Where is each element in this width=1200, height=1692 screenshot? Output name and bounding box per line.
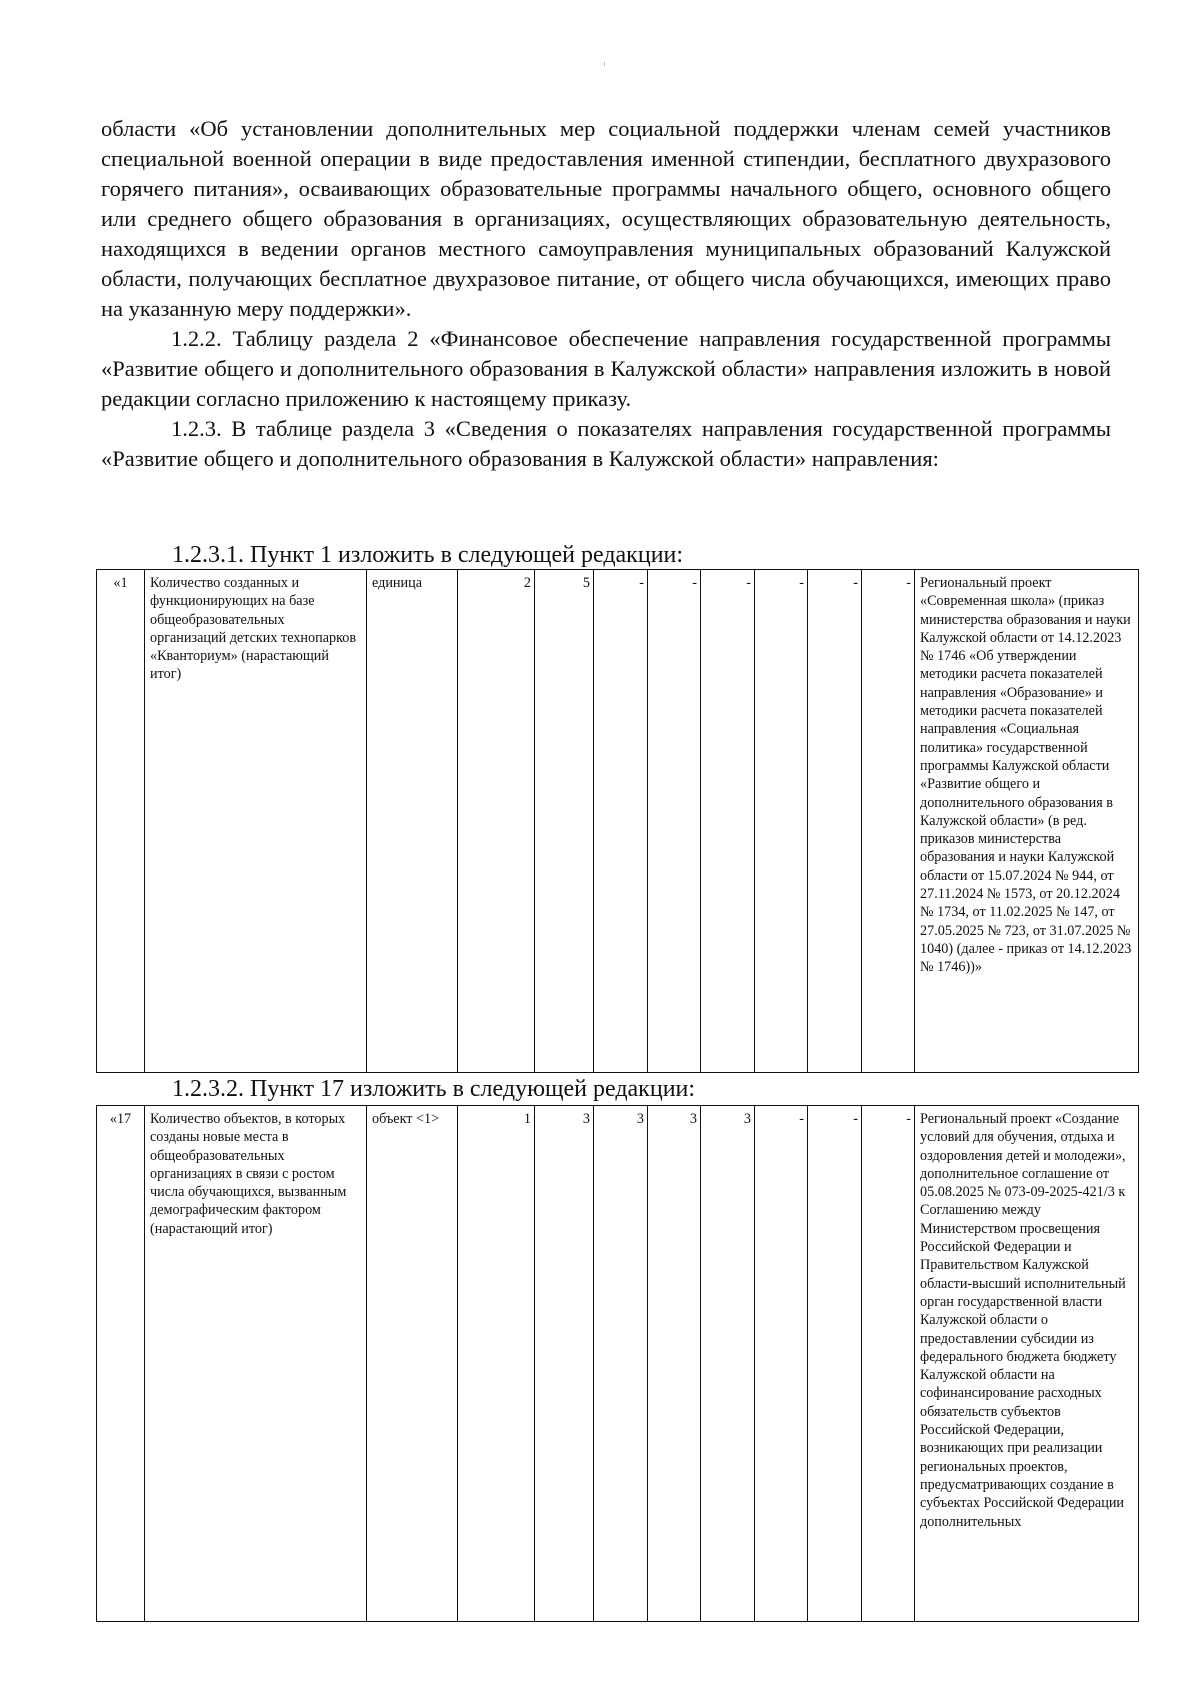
source-document: Региональный проект «Современная школа» (приказ министерства образования и науки Калужской области от 14.12.2023 № 1746 «Об утверждении методики расчета показателей направления «Образование» и методики расчета показателей направления «Социальная политика» государственной программы Калужской области «Развитие общего и дополнительного образования в Калужской области» (в ред. приказов министерства образования и науки Калужской области от 15.07.2024 № 944, от 27.11.2024 № 1573, от 20.12.2024 № 1734, от 11.02.2025 № 147, от 27.05.2025 № 723, от 31.07.2025 № 1040) (далее - приказ от 14.12.2023 № 1746))» [915,570,1139,1073]
value-cell: 2 [458,570,535,1073]
value-cell: - [755,1106,808,1622]
value-cell: - [755,570,808,1073]
indicator-table-point-17 [96,1105,1139,1622]
value-cell: 5 [535,570,594,1073]
value-cell: 1 [458,1106,535,1622]
value-cell: 3 [701,1106,755,1622]
row-index: «17 [97,1106,145,1622]
value-cell: - [862,570,915,1073]
caption-point-17: 1.2.3.2. Пункт 17 изложить в следующей редакции: [172,1076,696,1102]
paragraph-1-2-3: 1.2.3. В таблице раздела 3 «Сведения о показателях направления государственной программы «Развитие общего и дополнительного образования в Калужской области» направления: [101,416,1111,471]
paragraph-1-2-2: 1.2.2. Таблицу раздела 2 «Финансовое обеспечение направления государственной программы «Развитие общего и дополнительного образования в Калужской области» направления изложить в новой редакции согласно приложению к настоящему приказу. [101,326,1111,411]
value-cell: 3 [535,1106,594,1622]
indicator-table-point-1 [96,569,1139,1073]
value-cell: - [862,1106,915,1622]
indicator-name: Количество объектов, в которых созданы новые места в общеобразовательных организациях в связи с ростом числа обучающихся, вызванным демографическим фактором (нарастающий итог) [145,1106,367,1622]
indicator-name: Количество созданных и функционирующих на базе общеобразовательных организаций детских технопарков «Кванториум» (нарастающий итог) [145,570,367,1073]
value-cell: - [808,1106,862,1622]
caption-point-1: 1.2.3.1. Пункт 1 изложить в следующей редакции: [172,542,684,568]
page-mark [604,62,605,66]
value-cell: - [648,570,701,1073]
value-cell: - [701,570,755,1073]
row-index: «1 [97,570,145,1073]
source-document: Региональный проект «Создание условий для обучения, отдыха и оздоровления детей и молодежи», дополнительное соглашение от 05.08.2025 № 073-09-2025-421/3 к Соглашению между Министерством просвещения Российской Федерации и Правительством Калужской области-высший исполнительный орган государственной власти Калужской области о предоставлении субсидии из федерального бюджета бюджету Калужской области на софинансирование расходных обязательств субъектов Российской Федерации, возникающих при реализации региональных проектов, предусматривающих создание в субъектах Российской Федерации дополнительных [915,1106,1139,1622]
table-row [97,1106,1139,1622]
value-cell: 3 [648,1106,701,1622]
table-row [97,570,1139,1073]
value-cell: - [808,570,862,1073]
value-cell: 3 [594,1106,648,1622]
paragraph-continuation: области «Об установлении дополнительных мер социальной поддержки членам семей участников специальной военной операции в виде предоставления именной стипендии, бесплатного двухразового горячего питания», осваивающих образовательные программы начального общего, основного общего или среднего общего образования в организациях, осуществляющих образовательную деятельность, находящихся в ведении органов местного самоуправления муниципальных образований Калужской области, получающих бесплатное двухразовое питание, от общего числа обучающихся, имеющих право на указанную меру поддержки». [101,116,1111,321]
body-text-block [101,114,1111,474]
value-cell: - [594,570,648,1073]
unit: единица [367,570,458,1073]
unit: объект <1> [367,1106,458,1622]
